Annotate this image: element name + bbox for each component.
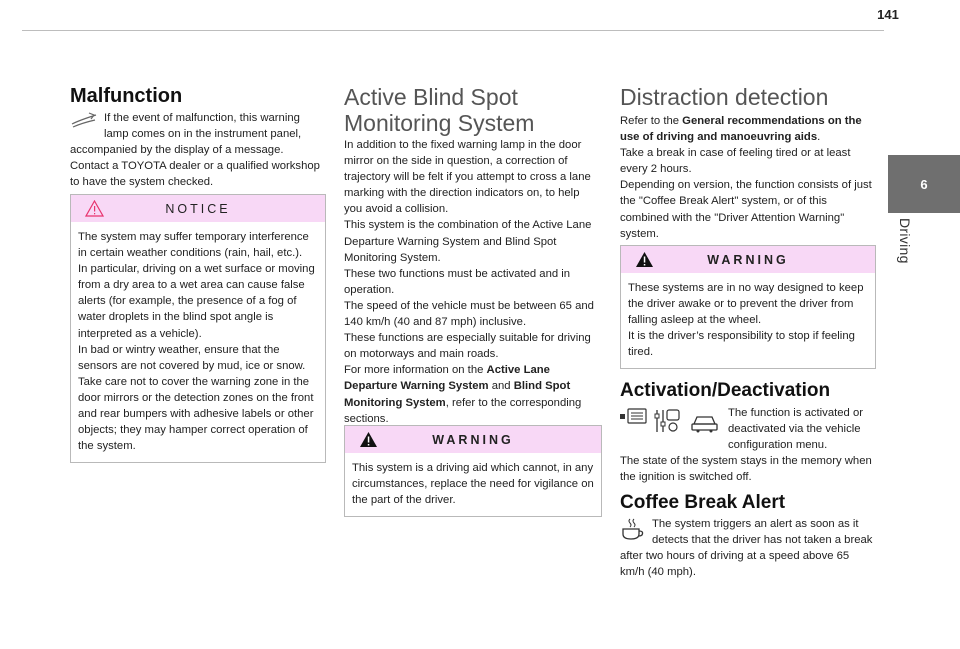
notice-triangle-icon (85, 200, 104, 220)
malfunction-para1: If the event of malfunction, this warning lamp comes on in the instrument panel, accompanied by the display of a message. (70, 112, 302, 157)
warning-line: These systems are in no way designed to keep the driver awake or to prevent the driver from falling asleep at the wheel. (628, 282, 864, 327)
distraction-warning-box (620, 245, 876, 369)
notice-header (71, 195, 325, 222)
notice-line: In bad or wintry weather, ensure that the sensors are not covered by mud, ice or snow. (78, 343, 306, 372)
notice-box (70, 194, 326, 463)
malfunction-para2: Contact a TOYOTA dealer or a qualified workshop to have the system checked. (70, 160, 320, 189)
notice-line: The system may suffer temporary interference in certain weather conditions (rain, hail, etc.). (78, 231, 309, 260)
distraction-p3: Depending on version, the function consists of just the "Coffee Break Alert" system, or of this combined with the "Driver Attention Warning" system. (620, 179, 872, 240)
distraction-p2: Take a break in case of feeling tired or at least every 2 hours. (620, 147, 851, 176)
warning-text: This system is a driving aid which cannot, in any circumstances, replace the need for vigilance on the part of the driver. (352, 462, 594, 507)
warning-label: WARNING (432, 432, 514, 447)
activation-title: Activation/Deactivation (620, 380, 831, 401)
blind-spot-title: Active Blind Spot Monitoring System (344, 84, 535, 136)
link-lane-departure[interactable]: Active Lane Departure Warning System (344, 364, 550, 393)
blind-spot-p4: The speed of the vehicle must be between 65 and 140 km/h (40 and 87 mph) inclusive. (344, 299, 594, 329)
link-general-recommendations[interactable]: General recommendations on the use of driving and manoeuvring aids (620, 115, 862, 144)
notice-line: Take care not to cover the warning zone in the door mirrors or the detection zones on the front and rear bumpers with adhesive labels or other objects; they may hamper correct operation of the system. (78, 375, 314, 453)
blind-spot-warning-box (344, 425, 602, 517)
blind-spot-p1: In addition to the fixed warning lamp in the door mirror on the side in question, a correction of trajectory will be felt if you attempt to cross a lane marking with the direction indicators on, to help you avoid a collision. (344, 139, 591, 216)
blind-spot-p2: This system is the combination of the Active Lane Departure Warning System and Blind Spot Monitoring System. (344, 219, 592, 264)
blind-spot-p6: For more information on the Active Lane Departure Warning System and Blind Spot Monitoring System, refer to the corresponding sections. (344, 364, 582, 425)
chapter-tab[interactable] (888, 155, 960, 213)
distraction-p1: Refer to the General recommendations on the use of driving and manoeuvring aids. (620, 115, 862, 144)
warning-triangle-icon (635, 251, 654, 271)
page-number: 141 (877, 7, 899, 22)
chapter-tab-number: 6 (920, 176, 928, 192)
notice-label: NOTICE (165, 201, 231, 216)
chapter-label: Driving (897, 218, 913, 264)
activation-p2: The state of the system stays in the memory when the ignition is switched off. (620, 455, 872, 484)
warning-line: It is the driver’s responsibility to stop if feeling tired. (628, 330, 855, 359)
warning-header (345, 426, 601, 453)
header-rule (22, 30, 884, 31)
malfunction-title: Malfunction (70, 85, 183, 107)
driving-settings-icon (655, 410, 679, 432)
activation-p1: The function is activated or deactivated via the vehicle configuration menu. (620, 405, 876, 453)
warning-triangle-icon (359, 431, 378, 451)
coffee-title: Coffee Break Alert (620, 492, 786, 513)
coffee-p1: The system triggers an alert as soon as it detects that the driver has not taken a break after two hours of driving at a speed above 65 km/h (40 mph). (620, 518, 873, 579)
warning-header (621, 246, 875, 273)
blind-spot-warning-icon (70, 111, 98, 134)
blind-spot-p3: These two functions must be activated and in operation. (344, 267, 571, 296)
config-menu-icons (620, 406, 722, 441)
screen-menu-icon (620, 409, 646, 423)
blind-spot-p5: These functions are especially suitable for driving on motorways and main roads. (344, 332, 591, 361)
coffee-cup-icon (620, 517, 646, 546)
distraction-title: Distraction detection (620, 84, 829, 110)
driver-attention-car-icon (692, 417, 717, 433)
link-blind-spot[interactable]: Blind Spot Monitoring System (344, 380, 571, 409)
notice-line: In particular, driving on a wet surface or moving from a dry area to a wet area can cause false alerts (for example, the presence of a fog of water droplets in the blind spot angle is interpreted as a vehicle). (78, 263, 315, 340)
warning-label: WARNING (707, 252, 789, 267)
